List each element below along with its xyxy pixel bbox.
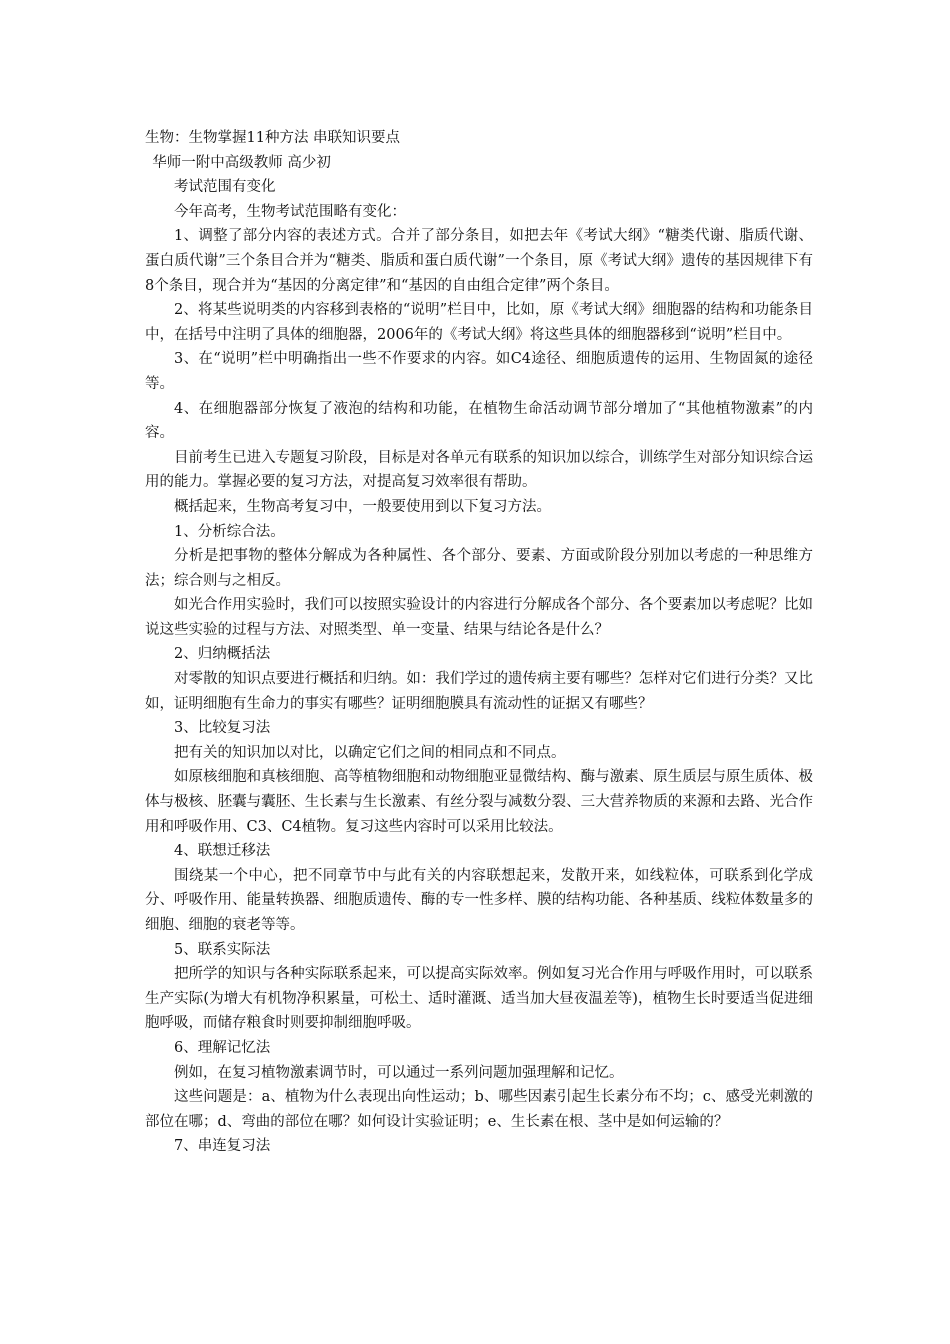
paragraph: 分析是把事物的整体分解成为各种属性、各个部分、要素、方面或阶段分别加以考虑的一种思维方法；综合则与之相反。 xyxy=(145,548,813,589)
paragraph: 4、在细胞器部分恢复了液泡的结构和功能，在植物生命活动调节部分增加了“其他植物激素”的内容。 xyxy=(145,400,813,442)
paragraph: 如光合作用实验时，我们可以按照实验设计的内容进行分解成各个部分、各个要素加以考虑呢？比如说这些实验的过程与方法、对照类型、单一变量、结果与结论各是什么？ xyxy=(145,597,813,638)
method-heading-analysis: 1、分析综合法。 xyxy=(174,523,285,540)
paragraph: 3、在“说明”栏中明确指出一些不作要求的内容。如C4途径、细胞质遗传的运用、生物固氮的途径等。 xyxy=(145,351,813,392)
method-heading-comparison: 3、比较复习法 xyxy=(174,720,271,737)
paragraph: 今年高考，生物考试范围略有变化： xyxy=(174,203,406,220)
method-heading-association: 4、联想迁移法 xyxy=(174,843,271,860)
method-heading-serial: 7、串连复习法 xyxy=(174,1138,271,1155)
paragraph: 把有关的知识加以对比，以确定它们之间的相同点和不同点。 xyxy=(174,744,566,761)
paragraph: 例如，在复习植物激素调节时，可以通过一系列问题加强理解和记忆。 xyxy=(174,1064,624,1081)
paragraph: 围绕某一个中心，把不同章节中与此有关的内容联想起来，发散开来，如线粒体，可联系到化学成分、呼吸作用、能量转换器、细胞质遗传、酶的专一性多样、膜的结构功能、各种基质、线粒体数量多的细胞、细胞的衰老等等。 xyxy=(145,867,813,933)
section-heading-exam-scope: 考试范围有变化 xyxy=(174,179,276,196)
paragraph: 如原核细胞和真核细胞、高等植物细胞和动物细胞亚显微结构、酶与激素、原生质层与原生质体、极体与极核、胚囊与囊胚、生长素与生长激素、有丝分裂与减数分裂、三大营养物质的来源和去路、光合作用和呼吸作用、C3、C4植物。复习这些内容时可以采用比较法。 xyxy=(145,769,813,835)
paragraph: 这些问题是：a、植物为什么表现出向性运动；b、哪些因素引起生长素分布不均；c、感受光刺激的部位在哪；d、弯曲的部位在哪？如何设计实验证明；e、生长素在根、茎中是如何运输的？ xyxy=(145,1089,813,1130)
paragraph: 目前考生已进入专题复习阶段，目标是对各单元有联系的知识加以综合，训练学生对部分知识综合运用的能力。掌握必要的复习方法，对提高复习效率很有帮助。 xyxy=(145,449,813,491)
document-title: 生物：生物掌握11种方法 串联知识要点 xyxy=(145,130,401,146)
paragraph: 概括起来，生物高考复习中，一般要使用到以下复习方法。 xyxy=(174,498,551,515)
document-page xyxy=(145,126,813,1159)
paragraph: 2、将某些说明类的内容移到表格的“说明”栏目中，比如，原《考试大纲》细胞器的结构和功能条目中，在括号中注明了具体的细胞器，2006年的《考试大纲》将这些具体的细胞器移到“说明”栏目中。 xyxy=(145,302,813,343)
paragraph: 把所学的知识与各种实际联系起来，可以提高实际效率。例如复习光合作用与呼吸作用时，可以联系生产实际(为增大有机物净积累量，可松土、适时灌溉、适当加大昼夜温差等)，植物生长时要适当促进细胞呼吸，而储存粮食时则要抑制细胞呼吸。 xyxy=(145,966,813,1032)
method-heading-induction: 2、归纳概括法 xyxy=(174,646,271,663)
document-author: 华师一附中高级教师 高少初 xyxy=(152,154,331,171)
method-heading-memory: 6、理解记忆法 xyxy=(174,1039,271,1056)
paragraph: 1、调整了部分内容的表述方式。合并了部分条目，如把去年《考试大纲》“糖类代谢、脂质代谢、蛋白质代谢”三个条目合并为“糖类、脂质和蛋白质代谢”一个条目，原《考试大纲》遗传的基因规律下有8个条目，现合并为“基因的分离定律”和“基因的自由组合定律”两个条目。 xyxy=(145,228,813,294)
method-heading-practice: 5、联系实际法 xyxy=(174,941,271,958)
paragraph: 对零散的知识点要进行概括和归纳。如：我们学过的遗传病主要有哪些？怎样对它们进行分类？又比如，证明细胞有生命力的事实有哪些？证明细胞膜具有流动性的证据又有哪些？ xyxy=(145,671,813,712)
